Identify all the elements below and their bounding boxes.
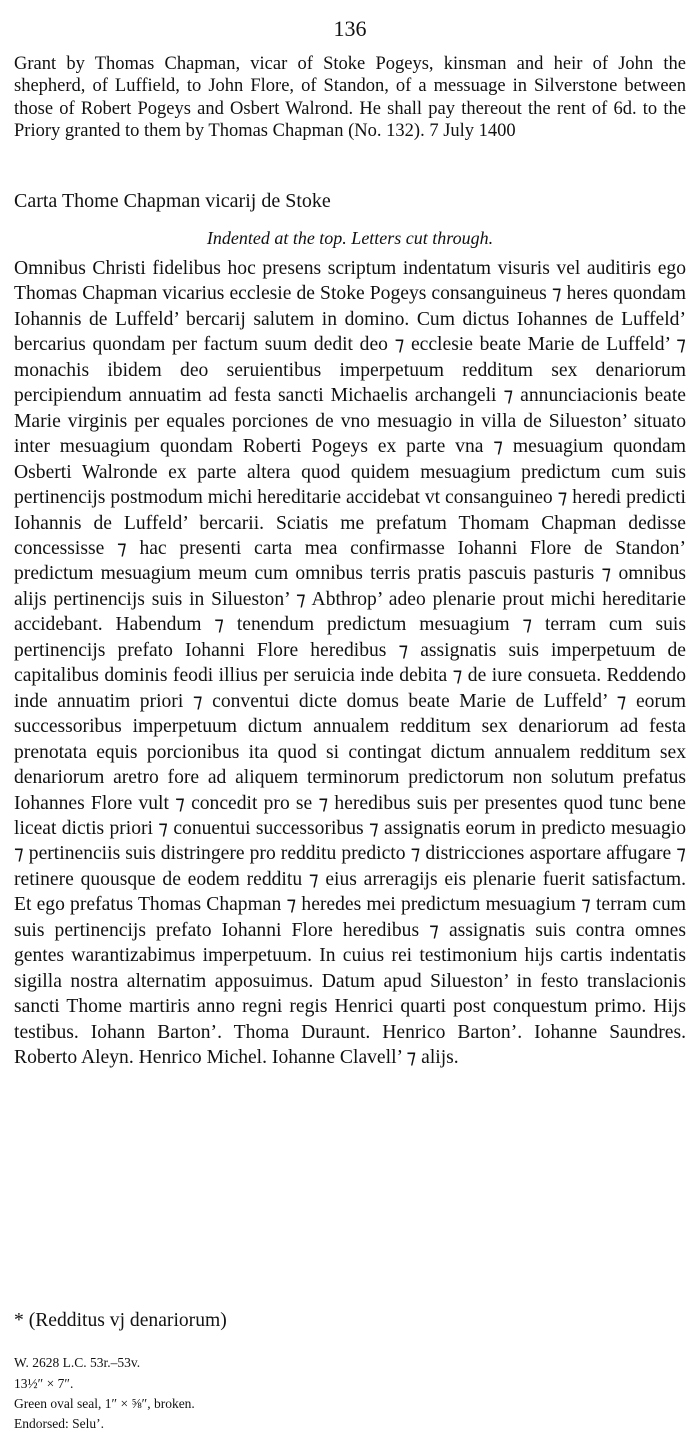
charter-heading: Carta Thome Chapman vicarij de Stoke — [14, 190, 331, 212]
editorial-note: Indented at the top. Letters cut through. — [206, 228, 494, 248]
marginal-note: * (Redditus vj denariorum) — [14, 1310, 227, 1331]
reference-line: Endorsed: Selu’. — [14, 1416, 104, 1431]
reference-line: 13½″ × 7″. — [14, 1376, 74, 1391]
page-number: 136 — [333, 16, 367, 41]
reference-line: Green oval seal, 1″ × ⅝″, broken. — [14, 1396, 195, 1411]
charter-summary: Grant by Thomas Chapman, vicar of Stoke Pogeys, kinsman and heir of John the shepherd, of Luffield, to John Flore, of Standon, of a messuage in Silverstone between those of Robert Pogeys and Osbert Walrond. He shall pay thereout the rent of 6d. to the Priory granted to them by Thomas Chapman (No. 132). 7 July 1400 — [14, 54, 686, 141]
reference-line: W. 2628 L.C. 53r.–53v. — [14, 1355, 141, 1370]
charter-text: Omnibus Christi fidelibus hoc presens scriptum indentatum visuris vel auditiris ego Thomas Chapman vicarius ecclesie de Stoke Pogeys consanguineus ⁊ heres quondam Iohannis de Luffeld’ bercarij salutem in domino. Cum dictus Iohannes de Luffeld’ bercarius quondam per factum suum dedit deo ⁊ ecclesie beate Marie de Luffeld’ ⁊ monachis ibidem deo seruientibus imperpetuum redditum sex denariorum percipiendum annuatim ad festa sancti Michaelis archangeli ⁊ annunciacionis beate Marie virginis per equales porciones de vno mesuagio in villa de Silueston’ situato inter mesuagium quondam Roberti Pogeys ex parte vna ⁊ mesuagium quondam Osberti Walronde ex parte altera quod quidem mesuagium predictum cum suis pertinencijs postmodum michi hereditarie accidebat vt consanguineo ⁊ heredi predicti Iohannis de Luffeld’ bercarii. Sciatis me prefatum Thomam Chapman dedisse concessisse ⁊ hac presenti carta mea confirmasse Iohanni Flore de Standon’ predictum mesuagium meum cum omnibus terris pratis pascuis pasturis ⁊ omnibus alijs pertinencijs suis in Silueston’ ⁊ Abthrop’ adeo plenarie prout michi hereditarie accidebant. Habendum ⁊ tenendum predictum mesuagium ⁊ terram cum suis pertinencijs prefato Iohanni Flore heredibus ⁊ assignatis suis imperpetuum de capitalibus dominis feodi illius per seruicia inde debita ⁊ de iure consueta. Reddendo inde annuatim priori ⁊ conventui dicte domus beate Marie de Luffeld’ ⁊ eorum successoribus imperpetuum dictum annualem redditum sex denariorum ad festa prenotata equis porcionibus ita quod si contingat dictum annualem redditum sex denariorum aretro fore ad aliquem terminorum predictorum non solutum prefatus Iohannes Flore vult ⁊ concedit pro se ⁊ heredibus suis per presentes quod tunc bene liceat dictis priori ⁊ conuentui successoribus ⁊ assignatis eorum in predicto mesuagio ⁊ pertinenciis suis distringere pro redditu predicto ⁊ districciones asportare affugare ⁊ retinere quousque de eodem redditu ⁊ eius arreragijs eis plenarie fuerit satisfactum. Et ego prefatus Thomas Chapman ⁊ heredes mei predictum mesuagium ⁊ terram cum suis pertinencijs prefato Iohanni Flore heredibus ⁊ assignatis suis contra omnes gentes warantizabimus imperpetuum. In cuius rei testimonium hijs cartis indentatis sigilla nostra alternatim apposuimus. Datum apud Silueston’ in festo translacionis sancti Thome martiris anno regni regis Henrici quarti post conquestum primo. Hijs testibus. Iohann Barton’. Thoma Duraunt. Henrico Barton’. Iohanne Saundres. Roberto Aleyn. Henrico Michel. Iohanne Clavell’ ⁊ alijs. — [14, 258, 686, 1069]
